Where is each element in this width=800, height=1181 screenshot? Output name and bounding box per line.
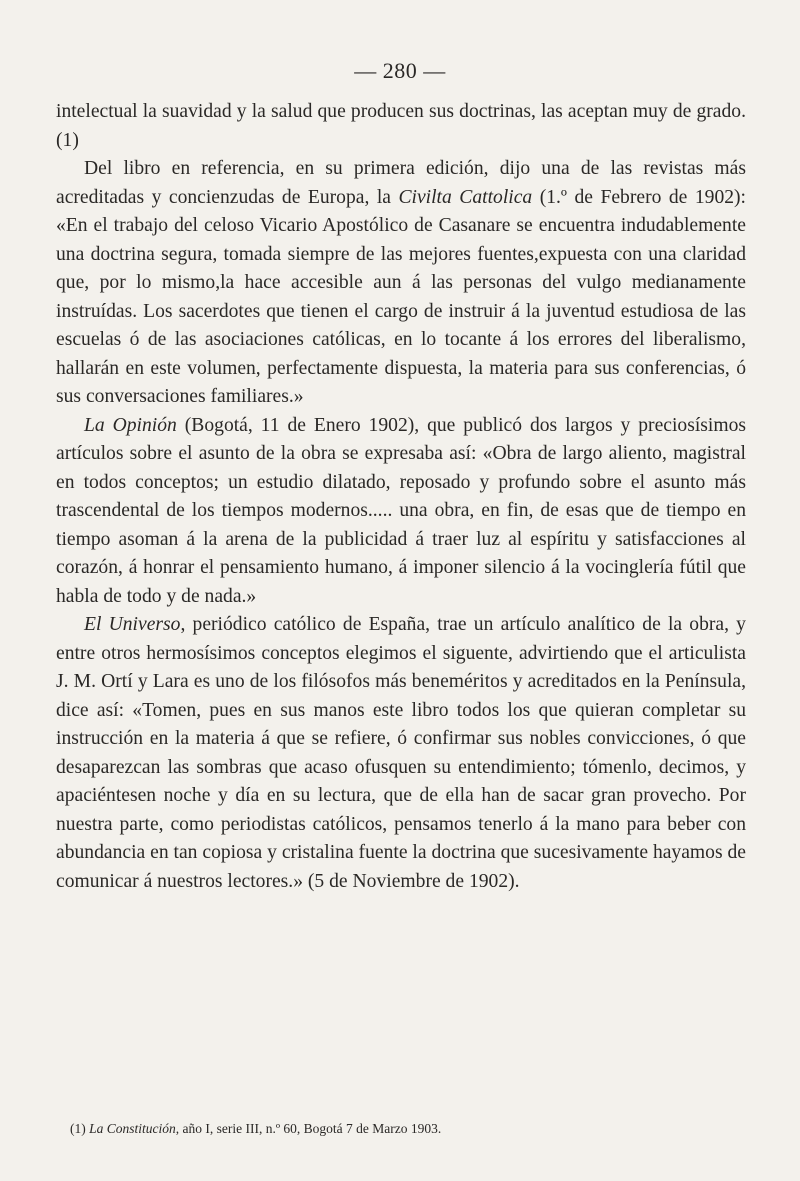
text-run: intelectual la suavidad y la salud que producen sus doctrinas, las aceptan muy de grado. (1) xyxy=(56,101,746,151)
journal-title: Civilta Cattolica xyxy=(398,186,533,208)
footnote xyxy=(70,1120,750,1138)
paragraph xyxy=(56,611,746,896)
text-run: (Bogotá, 11 de Enero 1902), que publicó dos largos y preciosísimos artículos sobre el asunto de la obra se expresaba así: «Obra de largo aliento, magistral en todos conceptos; un estudio dilatado, reposado y profundo sobre el asunto más trascendental de los tiempos modernos..... una obra, en fin, de esas que de tiempo en tiempo asoman á la arena de la publicidad á traer luz al espíritu y satisfacciones al corazón, á honrar el pensamiento humano, á imponer silencio á la vocinglería fútil que habla de todo y de nada.» xyxy=(56,414,746,607)
body-text xyxy=(56,98,746,896)
newspaper-title: La Opinión xyxy=(84,414,177,436)
text-run: Del libro en referencia, en su primera edición, dijo una de las revistas más acreditadas y concienzudas de Europa, la xyxy=(56,158,746,208)
text-run: , periódico católico de España, trae un artículo analítico de la obra, y entre otros hermosísimos conceptos elegimos el siguente, advirtiendo que el articulista J. M. Ortí y Lara es uno de los filósofos más beneméritos y acreditados en la Península, dice así: «Tomen, pues en sus manos este libro todos los que quieran completar su instrucción en la materia á que se refiere, ó confirmar sus nobles convicciones, ó que desaparezcan las sombras que acaso ofusquen su entendimiento; tómenlo, decimos, y apaciéntesen noche y día en su lectura, que de ella han de sacar gran provecho. Por nuestra parte, como periodistas católicos, pensamos tenerlo á la mano para beber con abundancia en tan copiosa y cristalina fuente la doctrina que sucesivamente hayamos de comunicar á nuestros lectores.» (5 de Noviembre de 1902). xyxy=(56,614,746,892)
footnote-source-title: La Constitución xyxy=(89,1121,176,1136)
page-number: — 280 — xyxy=(354,58,446,83)
paragraph xyxy=(56,98,746,155)
newspaper-title: El Universo xyxy=(84,614,181,635)
text-run: (1.º de Febrero de 1902): «En el trabajo del celoso Vicario Apostólico de Casanare se encuentra indudablemente una doctrina segura, tomada siempre de las mejores fuentes,expuesta con una claridad que, por lo mismo,la hace accesible aun á las personas del vulgo medianamente instruídas. Los sacerdotes que tienen el cargo de instruir á la juventud estudiosa de las escuelas ó de las asociaciones católicas, en lo tocante á los errores del liberalismo, hallarán en este volumen, perfectamente dispuesta, la materia para sus conferencias, ó sus conversaciones familiares.» xyxy=(56,186,747,407)
paragraph xyxy=(56,412,746,612)
footnote-text: , año I, serie III, n.º 60, Bogotá 7 de Marzo 1903. xyxy=(175,1121,442,1136)
paragraph xyxy=(56,155,746,412)
footnote-marker: (1) xyxy=(70,1121,90,1136)
